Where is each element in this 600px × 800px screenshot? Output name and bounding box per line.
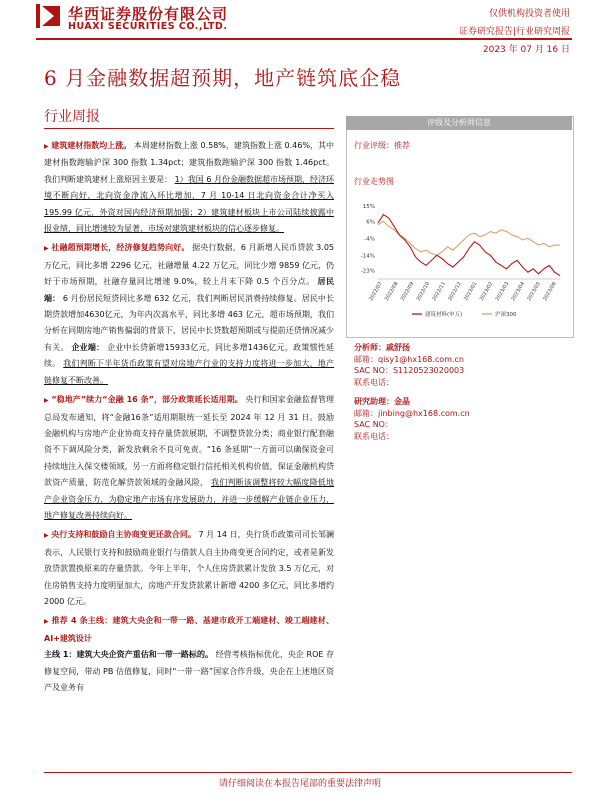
section-3-heading: “稳地产”续力“金融 16 条”，部分政策延长适用期。 [51,395,243,405]
researcher-email[interactable]: 邮箱：jinbing@hx168.com.cn [354,408,470,418]
section-1-conclusion: 1）我国 6 月份金融数据超市场预期，经济环境不断向好，北向资金净流入环比增加，7 月 10-14 日北向资金合计净买入 195.99 亿元，外资对国内经济预期加强；2）建筑建材板块上市公司陆续披露中报业绩，同比增速较为显著，市场对建筑建材板块的信心逐步修复。 [44,174,335,234]
audience-note: 仅供机构投资者使用 [488,9,570,19]
section-2 [44,240,334,389]
rating-box-header: 评级及分析师信息 [346,116,572,130]
bullet-triangle-icon: ▶ [44,397,49,405]
section-2-heading: 社融超预期增长，经济修复趋势向好。 [51,243,190,253]
x-tick-label: 2022/11 [431,281,448,302]
x-tick-label: 2023/03 [494,281,511,302]
legend-label: 建筑材料(申万) [425,312,463,318]
legal-notice: 请仔细阅读在本报告尾部的重要法律声明 [218,779,381,789]
section-4-heading: 央行支持和鼓励自主协商变更还款合同。 [51,530,196,540]
x-tick-label: 2022/10 [415,281,432,302]
legend-label: 沪深300 [495,312,517,318]
researcher-sac: SAC NO： [354,420,393,429]
y-tick-label: 6% [366,219,375,226]
analyst-name: 戚舒扬 [386,343,410,352]
footer-divider [44,772,572,773]
bullet-triangle-icon: ▶ [44,618,49,626]
section-1-heading: 建筑建材指数均上涨。 [51,141,132,150]
brand-name-cn: 华西证券股份有限公司 [68,5,229,23]
x-tick-label: 2023/05 [526,281,542,302]
brand-name-en: HUAXI SECURITIES CO.,LTD. [68,21,228,32]
industry-trend-chart [352,195,564,320]
section-2-body-2: 6 月份居民短贷同比多增 632 亿元，我们判断居民消费持续修复。居民中长期贷款增加4630亿元，为年内次高水平，同比多增 463 亿元，超市场预期，我们分析在同期房地产销售偏弱的背景下，居民中长贷数超预期或与提前还贷情况减少有关。 [44,293,335,352]
industry-rating [354,140,410,151]
analyst-info [354,342,564,388]
x-tick-label: 2023/01 [463,281,479,302]
x-tick-label: 2022/09 [399,281,416,302]
researcher-label: 研究助理： [354,397,394,406]
y-tick-label: 15% [362,204,375,211]
huaxi-logo-icon [36,4,62,28]
trend-chart-label: 行业走势图 [354,177,394,186]
section-5-heading: 推荐 4 条主线：建筑大央企和一带一路、基建市政开工端建材、竣工端建材、AI+建筑设计 [44,616,334,643]
rating-label: 行业评级： [354,141,394,150]
analyst-phone: 联系电话： [354,377,394,387]
main-text [44,138,334,699]
analyst-email[interactable]: 邮箱：qisy1@hx168.com.cn [354,354,465,364]
x-tick-label: 2023/02 [478,281,495,302]
x-tick-label: 2022/12 [447,281,463,302]
x-tick-label: 2022/07 [368,281,384,302]
researcher-name: 金晶 [394,397,410,406]
researcher-phone: 联系电话： [354,431,394,441]
y-tick-label: -4% [364,236,375,243]
section-3-body: 央行和国家金融监督管理总局发布通知，将“金融16条”适用期限统一延长至 2024 年 12 月 31 日。鼓励金融机构与房地产企业协商支持存量贷款展期，不调整贷款分类；商业银行配套融资不下调风险分类，新发放剩余不良可免责。“16 条延期”一方面可以确保资金可持续地注入保交楼领域，另一方面将稳定银行信托相关机构价值，保证金融机构贷款资产质量，防范化解贷款领域的金融风险， [44,395,335,488]
analyst-sac: SAC NO：S1120523020003 [354,366,465,375]
rating-value: 推荐 [394,141,410,150]
x-tick-label: 2023/04 [510,281,527,302]
section-5-mainline-1: 主线 1：建筑大央企资产重估和一带一路标的。 [44,650,214,660]
section-4 [44,527,334,610]
series-line [378,215,560,276]
report-type: 行业周报 [44,109,100,125]
section-2-body: 据央行数据，6 月新增人民币贷款 3.05 万亿元，同比多增 2296 亿元，社融增量 4.22 万亿元，同比少增 9859 亿元，仍好于市场预期，社融存量同比增速 9.0%，较上月末下降 0.5 个百分点。 [44,243,334,287]
report-type-divider [44,128,334,129]
page-title: 6 月金融数据超预期，地产链筑底企稳 [44,66,402,90]
x-tick-label: 2022/08 [383,281,400,302]
y-tick-label: -23% [360,268,375,275]
report-date: 2023 年 07 月 16 日 [482,45,570,55]
section-2-body-3: 企业中长贷新增15933亿元，同比多增1436亿元，政策惯性延续。 [44,342,334,369]
researcher-info [354,396,564,442]
section-2-resident-label: 居民端： [44,277,334,303]
report-category: 证券研究报告|行业研究周报 [458,27,570,37]
section-5-body: 经营考核指标优化，央企 ROE 存修复空间，带动 PB 估值修复，同时“一带一路”国家合作升级，央企在上述地区资产及业务有 [44,650,334,692]
section-2-conclusion: 我们判断下半年货币政策有望对房地产行业的支持力度将进一步加大，地产链修复不断改善。 [44,359,335,385]
section-3-conclusion: 我们判断该调整将较大幅度降低地产企业资金压力，为稳定地产市场有序发展助力，并进一步缓解产业链企业压力，地产修复改善持续向好。 [44,478,335,520]
header-divider [36,38,572,40]
bullet-triangle-icon: ▶ [44,532,49,540]
bullet-triangle-icon: ▶ [44,245,49,253]
x-tick-label: 2023/06 [542,281,558,302]
bullet-triangle-icon: ▶ [44,143,49,150]
section-3 [44,392,334,524]
section-1 [44,138,334,237]
section-4-body: 7 月 14 日，央行货币政策司司长邹澜表示，人民银行支持和鼓励商业银行与借款人自主协商变更合同约定，或者是新发放贷款置换原来的存量贷款。今年上半年，个人住房贷款累计发放 3.5 万亿元，对住房销售支持力度明显加大，房地产开发贷款累计新增 4200 多亿元，同比多增约 2000 亿元。 [44,530,335,606]
section-5 [44,613,334,696]
series-line [378,221,560,255]
section-2-enterprise-label: 企业端： [71,342,105,352]
section-1-body: 本周建材指数上涨 0.58%，建筑指数上涨 0.46%，其中建材指数跑输沪深 300 指数 1.34pct；建筑指数跑输沪深 300 指数 1.46pct。我们判断建筑建材上涨原因主要是： [44,141,334,184]
analyst-label: 分析师： [354,343,386,352]
y-tick-label: -14% [360,253,375,260]
